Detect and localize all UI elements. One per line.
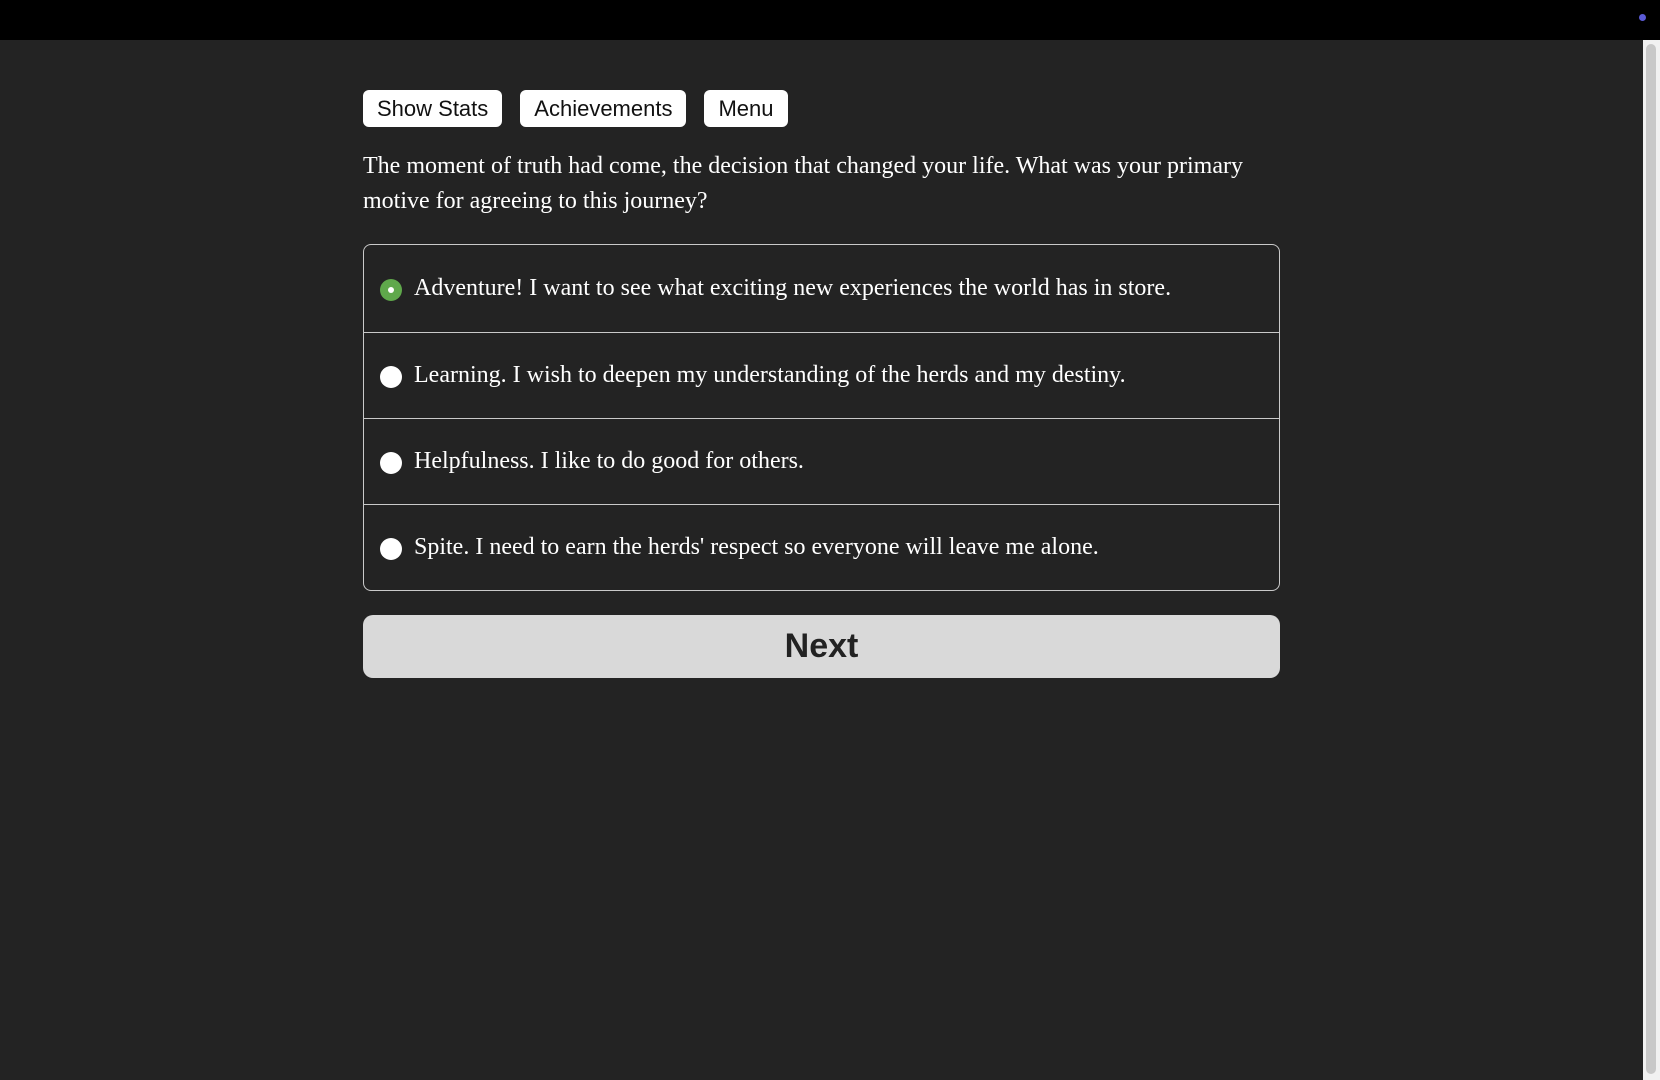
choice-label: Helpfulness. I like to do good for others. xyxy=(414,448,804,474)
radio-icon[interactable] xyxy=(380,538,402,560)
browser-top-bar xyxy=(0,0,1660,40)
choice-spite[interactable] xyxy=(364,504,1279,590)
choice-label: Learning. I wish to deepen my understanding of the herds and my destiny. xyxy=(414,362,1126,388)
radio-icon[interactable] xyxy=(380,366,402,388)
game-content xyxy=(363,90,1280,678)
toolbar xyxy=(363,90,1280,127)
choice-label: Spite. I need to earn the herds' respect so everyone will leave me alone. xyxy=(414,534,1099,560)
choice-helpfulness[interactable] xyxy=(364,418,1279,504)
radio-selected-icon[interactable] xyxy=(380,279,402,301)
choice-adventure[interactable] xyxy=(364,245,1279,332)
achievements-button[interactable]: Achievements xyxy=(520,90,686,127)
menu-button[interactable]: Menu xyxy=(704,90,787,127)
choice-list xyxy=(363,244,1280,591)
choice-label: Adventure! I want to see what exciting new experiences the world has in store. xyxy=(414,275,1172,301)
question-text: The moment of truth had come, the decision that changed your life. What was your primary motive for agreeing to this journey? xyxy=(363,153,1243,214)
choice-learning[interactable] xyxy=(364,332,1279,418)
show-stats-button[interactable]: Show Stats xyxy=(363,90,502,127)
scrollbar-thumb[interactable] xyxy=(1646,44,1656,1074)
page-scrollbar[interactable] xyxy=(1643,40,1660,1080)
next-button[interactable]: Next xyxy=(363,615,1280,678)
radio-icon[interactable] xyxy=(380,452,402,474)
status-dot-icon xyxy=(1639,14,1646,21)
